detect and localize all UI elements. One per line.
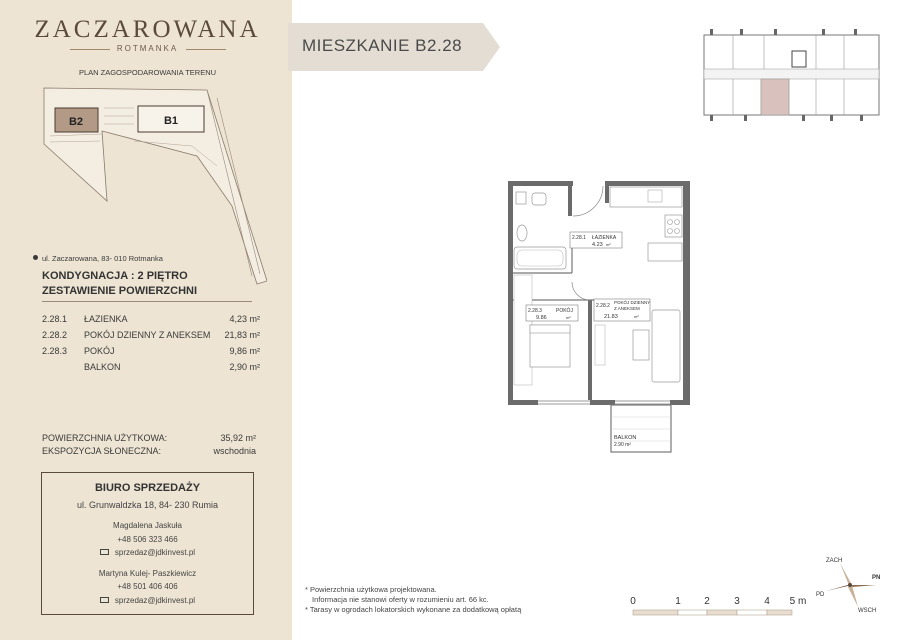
building-key-plan — [696, 25, 886, 127]
note-offer-disclaimer: Informacja nie stanowi oferty w rozumieniu art. 66 kc. — [312, 595, 489, 604]
building-b2-label: B2 — [68, 116, 84, 128]
floor-label: KONDYGNACJA : 2 PIĘTRO — [42, 270, 188, 282]
building-b1-label: B1 — [163, 115, 179, 127]
balcony-name-label: BALKON — [614, 435, 637, 441]
summary-title: ZESTAWIENIE POWIERZCHNI — [42, 285, 198, 297]
living-name-line2: Z ANEKSEM — [614, 306, 640, 311]
key-plan-apartment-highlight — [761, 79, 789, 115]
room-row — [42, 314, 260, 328]
summary-divider — [42, 301, 252, 302]
room-name: POKÓJ DZIENNY Z ANEKSEM — [84, 330, 211, 340]
usable-area-value: 35,92 m² — [220, 433, 256, 443]
scale-tick-label: 5 m — [789, 596, 807, 607]
room-area-label: 9.86 — [536, 315, 547, 321]
scale-tick-label: 1 — [675, 596, 681, 607]
bath-unit: m² — [606, 242, 611, 247]
room-name-label: POKÓJ — [556, 308, 573, 314]
compass-east-label: WSCH — [858, 608, 877, 614]
compass-south-label: PD — [816, 592, 825, 598]
email-icon — [100, 597, 109, 603]
room-row — [42, 330, 260, 344]
apartment-title: MIESZKANIE B2.28 — [302, 36, 463, 55]
compass-west-label: ZACH — [826, 558, 843, 564]
brand-subtitle: ROTMANKA — [116, 44, 179, 53]
exposure-value: wschodnia — [213, 446, 256, 456]
room-name: BALKON — [84, 362, 121, 372]
contact-phone[interactable]: +48 506 323 466 — [117, 535, 178, 544]
room-area: 4,23 m² — [229, 314, 260, 324]
room-number: 2.28.1 — [42, 314, 68, 324]
bath-number: 2.28.1 — [572, 235, 586, 241]
contact-email-row — [42, 548, 253, 557]
room-name: POKÓJ — [84, 346, 115, 356]
room-area: 9,86 m² — [229, 346, 260, 356]
scale-tick-label: 4 — [764, 596, 770, 607]
bath-name: ŁAZIENKA — [592, 235, 617, 241]
living-unit: m² — [634, 314, 639, 319]
room-name: ŁAZIENKA — [84, 314, 128, 324]
site-plan-title: PLAN ZAGOSPODAROWANIA TERENU — [78, 68, 217, 77]
scale-tick-label: 3 — [734, 596, 740, 607]
bath-area: 4.23 — [592, 242, 603, 248]
sales-office-address: ul. Grunwaldzka 18, 84- 230 Rumia — [76, 500, 219, 510]
compass-north-label: PN — [872, 575, 881, 581]
sales-office-title: BIURO SPRZEDAŻY — [94, 482, 201, 494]
contact-email[interactable]: sprzedaz@jdkinvest.pl — [114, 596, 196, 605]
contact-phone[interactable]: +48 501 406 406 — [117, 582, 178, 591]
living-area-label: 21.83 — [604, 314, 618, 320]
contact-email[interactable]: sprzedaz@jdkinvest.pl — [114, 548, 196, 557]
usable-area-label: POWIERZCHNIA UŻYTKOWA: — [42, 433, 168, 443]
scale-tick-label: 2 — [704, 596, 710, 607]
room-row — [42, 346, 260, 360]
living-name-line1: POKÓJ DZIENNY — [614, 300, 651, 305]
note-usable-area: * Powierzchnia użytkowa projektowana. — [305, 585, 437, 594]
brand-logo: ZACZAROWANA — [34, 16, 261, 43]
exposure-label: EKSPOZYCJA SŁONECZNA: — [42, 446, 162, 456]
contact-name: Martyna Kulej- Paszkiewicz — [98, 569, 197, 578]
email-icon — [100, 549, 109, 555]
apartment-floor-plan — [500, 175, 700, 465]
room-number: 2.28.2 — [42, 330, 68, 340]
note-terraces: * Tarasy w ogrodach lokatorskich wykonane za dodatkową opłatą — [305, 605, 522, 614]
room-unit: m² — [566, 315, 571, 320]
sales-office-box — [41, 472, 254, 615]
living-number-label: 2.28.2 — [596, 303, 610, 309]
balcony-area-label: 2.90 m² — [614, 442, 631, 448]
compass-rose-icon — [812, 555, 884, 615]
room-row — [42, 362, 260, 376]
room-area: 2,90 m² — [229, 362, 260, 372]
address: ul. Zaczarowana, 83- 010 Rotmanka — [42, 254, 163, 263]
scale-bar — [620, 590, 820, 622]
contact-name: Magdalena Jaskuła — [113, 521, 182, 530]
room-area: 21,83 m² — [224, 330, 260, 340]
info-panel — [0, 0, 292, 640]
room-number-label: 2.28.3 — [528, 308, 542, 314]
room-number: 2.28.3 — [42, 346, 68, 356]
location-pin-icon — [33, 255, 38, 260]
scale-tick-label: 0 — [630, 596, 636, 607]
contact-email-row — [42, 596, 253, 605]
